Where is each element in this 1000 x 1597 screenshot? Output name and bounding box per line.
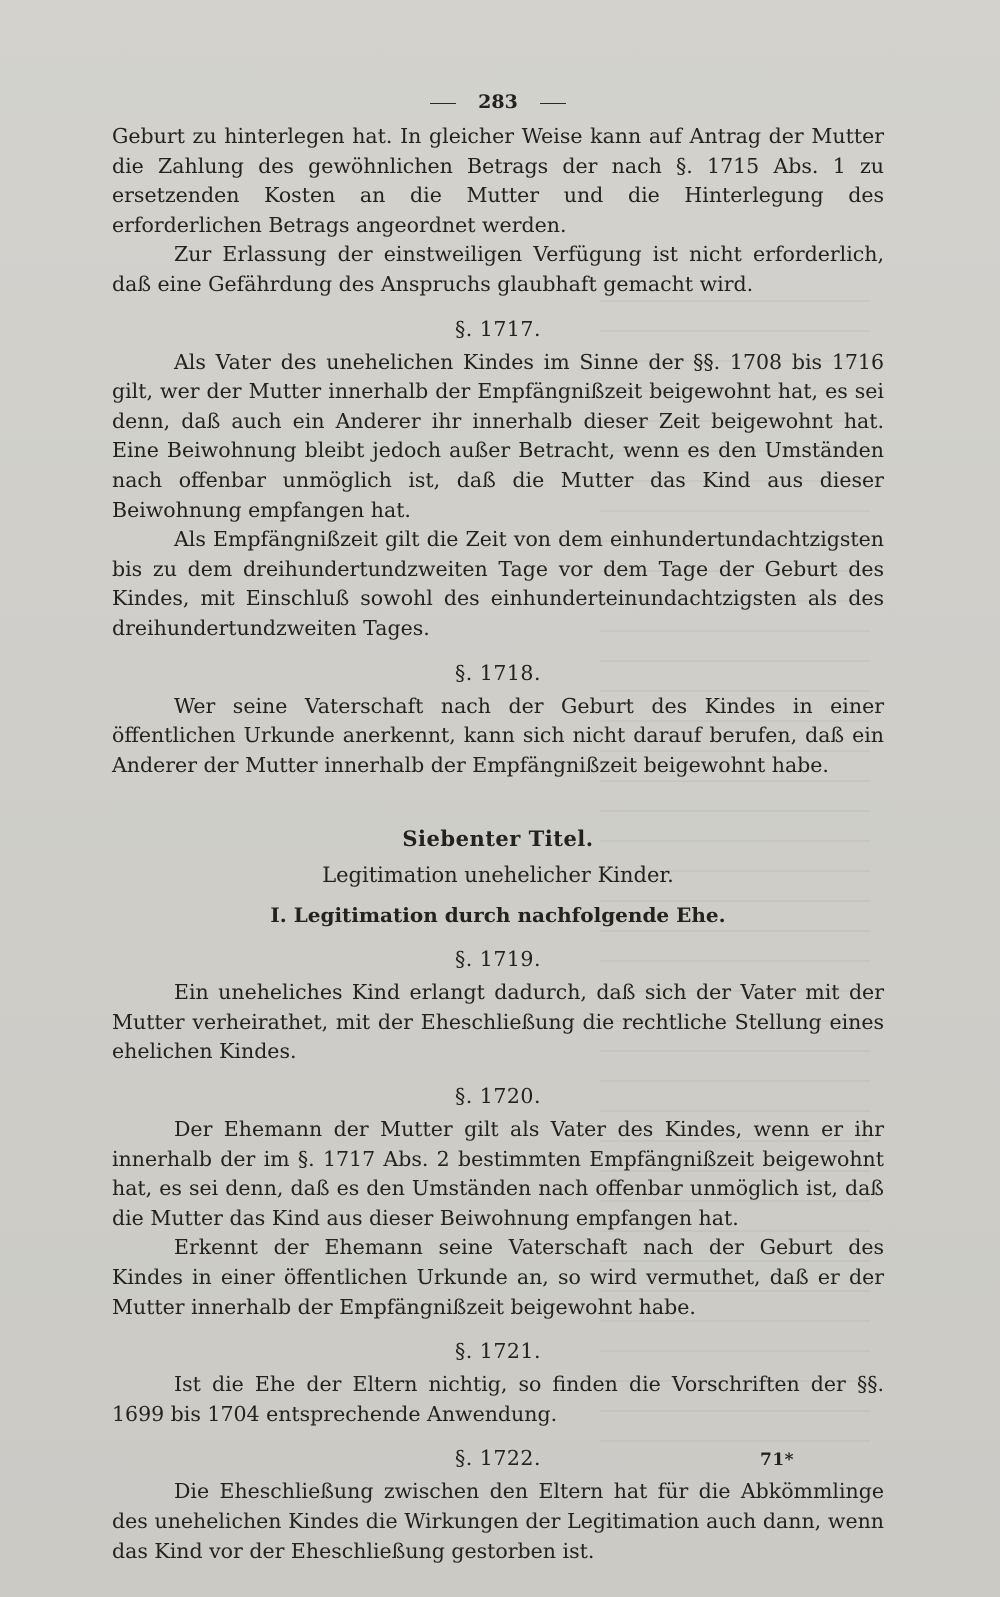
title-subheading: Legitimation unehelicher Kinder. <box>322 863 674 888</box>
text-block <box>112 82 884 1566</box>
section-heading-1718: §. 1718. <box>455 660 541 685</box>
section-heading-1721: §. 1721. <box>455 1339 541 1364</box>
paragraph-1722: Die Eheschließung zwischen den Eltern hat für die Abkömmlinge des unehelichen Kindes die Wirkungen der Legitimation auch dann, wenn das Kind vor der Eheschließung gestorben ist. <box>112 1479 884 1563</box>
paragraph-1720-1: Der Ehemann der Mutter gilt als Vater des Kindes, wenn er ihr innerhalb der im §. 1717 Abs. 2 bestimmten Empfängnißzeit beigewohnt hat, es sei denn, daß es den Umständen nach offenbar unmöglich ist, daß die Mutter das Kind aus dieser Beiwohnung empfangen hat. <box>112 1117 884 1230</box>
part-heading: I. Legitimation durch nachfolgende Ehe. <box>270 903 726 928</box>
section-heading-1717: §. 1717. <box>455 316 541 341</box>
paragraph-1721: Ist die Ehe der Eltern nichtig, so finden die Vorschriften der §§. 1699 bis 1704 entsprechende Anwendung. <box>112 1372 884 1426</box>
paragraph-1719: Ein uneheliches Kind erlangt dadurch, daß sich der Vater mit der Mutter verheirathet, mit der Eheschließung die rechtliche Stellung eines ehelichen Kindes. <box>112 980 884 1064</box>
page-header <box>112 82 884 122</box>
title-heading: Siebenter Titel. <box>402 826 594 852</box>
page-number: 283 <box>478 91 518 113</box>
paragraph-interim-order: Zur Erlassung der einstweiligen Verfügung ist nicht erforderlich, daß eine Gefährdung des Anspruchs glaubhaft gemacht wird. <box>112 242 884 296</box>
paragraph-1718: Wer seine Vaterschaft nach der Geburt des Kindes in einer öffentlichen Urkunde anerkennt, kann sich nicht darauf berufen, daß ein Anderer der Mutter innerhalb der Empfängnißzeit beigewohnt habe. <box>112 693 884 777</box>
paragraph-1720-2: Erkennt der Ehemann seine Vaterschaft nach der Geburt des Kindes in einer öffentlichen Urkunde an, so wird vermuthet, daß er der Mutter innerhalb der Empfängnißzeit beigewohnt habe. <box>112 1235 884 1319</box>
header-dash-right <box>540 103 566 104</box>
section-heading-1719: §. 1719. <box>455 947 541 972</box>
paragraph-1717-1: Als Vater des unehelichen Kindes im Sinne der §§. 1708 bis 1716 gilt, wer der Mutter innerhalb der Empfängnißzeit beigewohnt hat, es sei denn, daß auch ein Anderer ihr innerhalb dieser Zeit beigewohnt hat. Eine Beiwohnung bleibt jedoch außer Betracht, wenn es den Umständen nach offenbar unmöglich ist, daß die Mutter das Kind aus dieser Beiwohnung empfangen hat. <box>112 349 884 522</box>
section-heading-1720: §. 1720. <box>455 1084 541 1109</box>
paragraph-continuation: Geburt zu hinterlegen hat. In gleicher Weise kann auf Antrag der Mutter die Zahlung des gewöhnlichen Betrags der nach §. 1715 Abs. 1 zu ersetzenden Kosten an die Mutter und die Hinterlegung des erforderlichen Betrags angeordnet werden. <box>112 124 884 237</box>
signature-mark: 71* <box>760 1450 795 1470</box>
paragraph-1717-2: Als Empfängnißzeit gilt die Zeit von dem einhundertundachtzigsten bis zu dem dreihundertundzweiten Tage vor dem Tage der Geburt des Kindes, mit Einschluß sowohl des einhunderteinundachtzigsten als des dreihundertundzweiten Tages. <box>112 527 884 640</box>
section-heading-1722: §. 1722. <box>455 1446 541 1471</box>
header-dash-left <box>430 103 456 104</box>
